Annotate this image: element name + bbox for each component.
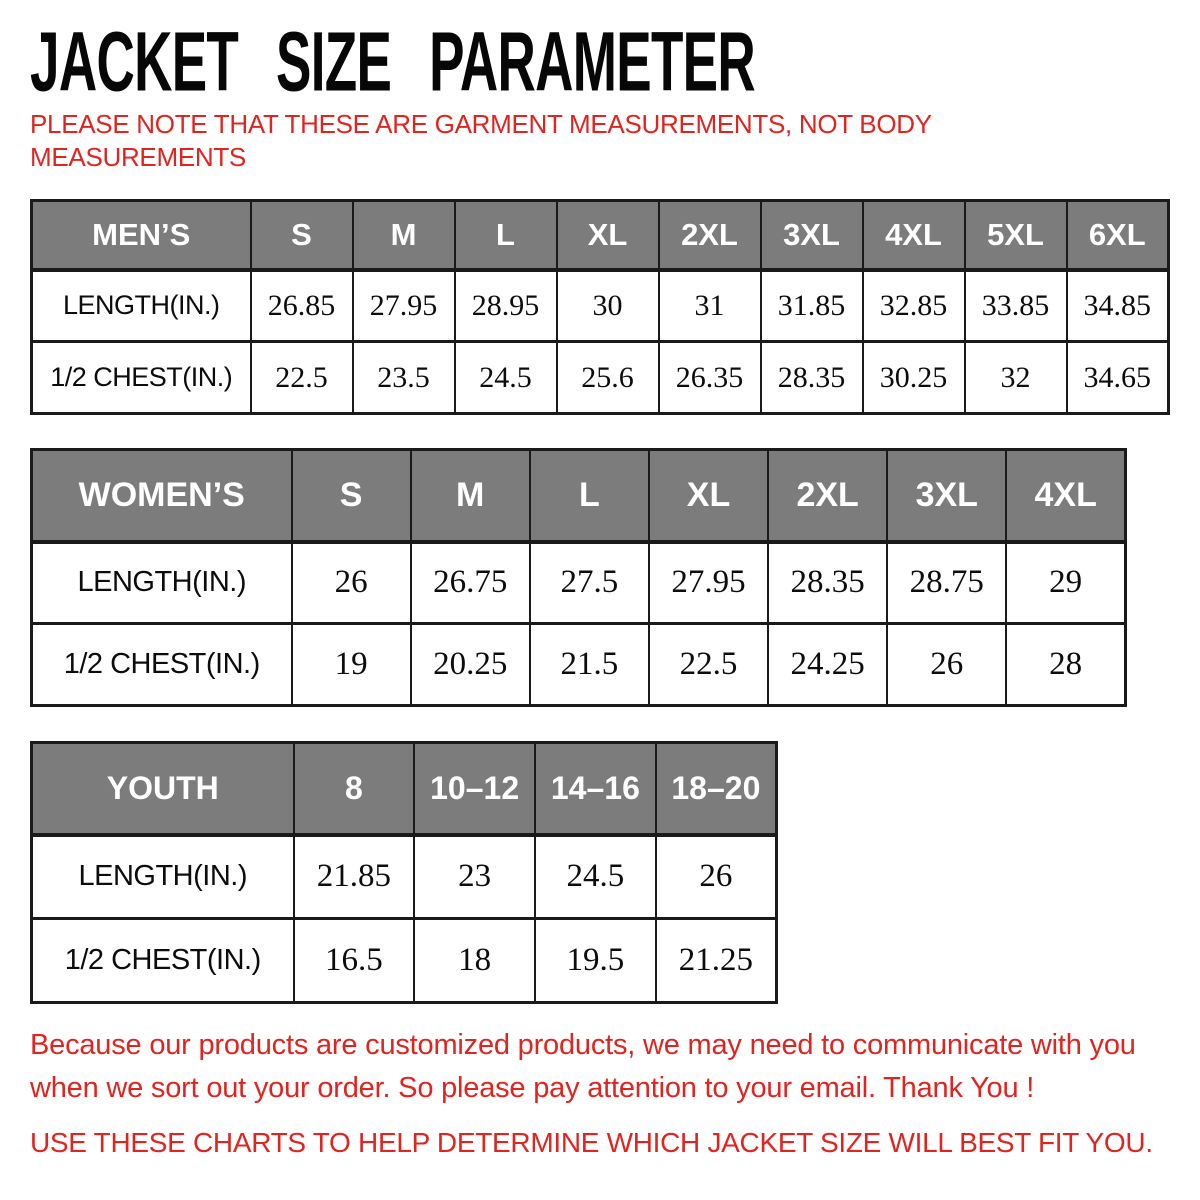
footer-paragraph: [30, 1024, 1180, 1110]
size-header-cell: 6XL: [1067, 201, 1169, 270]
note-line-1: PLEASE NOTE THAT THESE ARE GARMENT MEASUREMENTS, NOT BODY: [30, 109, 932, 139]
value-cell: 27.95: [353, 270, 455, 342]
value-cell: 28: [1006, 624, 1125, 706]
value-cell: 30.25: [863, 342, 965, 414]
value-cell: 28.95: [455, 270, 557, 342]
value-cell: 24.5: [455, 342, 557, 414]
size-header-cell: 3XL: [761, 201, 863, 270]
value-cell: 30: [557, 270, 659, 342]
footer-paragraph-line-2: when we sort out your order. So please pay attention to your email. Thank You !: [30, 1072, 1035, 1104]
header-row: [32, 743, 777, 835]
size-header-cell: 2XL: [768, 450, 887, 542]
value-cell: 20.25: [411, 624, 530, 706]
row-label-cell: LENGTH(IN.): [32, 835, 294, 919]
value-cell: 27.5: [530, 542, 649, 624]
value-cell: 32: [965, 342, 1067, 414]
table-row: [32, 542, 1126, 624]
value-cell: 16.5: [294, 919, 415, 1003]
value-cell: 33.85: [965, 270, 1067, 342]
size-header-cell: 2XL: [659, 201, 761, 270]
table-title-cell: YOUTH: [32, 743, 294, 835]
value-cell: 23.5: [353, 342, 455, 414]
table-row: [32, 342, 1169, 414]
value-cell: 31.85: [761, 270, 863, 342]
garment-measurement-note: [30, 108, 932, 174]
footer-paragraph-line-1: Because our products are customized products, we may need to communicate with you: [30, 1029, 1136, 1061]
table-row: [32, 835, 777, 919]
value-cell: 34.65: [1067, 342, 1169, 414]
footer-advice: USE THESE CHARTS TO HELP DETERMINE WHICH JACKET SIZE WILL BEST FIT YOU.: [30, 1127, 1153, 1158]
page-title-text: JACKET SIZE PARAMETER: [30, 13, 755, 109]
size-header-cell: 14–16: [535, 743, 656, 835]
value-cell: 26: [292, 542, 411, 624]
size-header-cell: 8: [294, 743, 415, 835]
value-cell: 23: [414, 835, 535, 919]
value-cell: 21.5: [530, 624, 649, 706]
value-cell: 26: [656, 835, 777, 919]
value-cell: 25.6: [557, 342, 659, 414]
value-cell: 26.85: [251, 270, 353, 342]
value-cell: 28.35: [761, 342, 863, 414]
row-label-cell: LENGTH(IN.): [32, 270, 251, 342]
value-cell: 27.95: [649, 542, 768, 624]
table-row: [32, 624, 1126, 706]
table-title-cell: MEN’S: [32, 201, 251, 270]
table-row: [32, 919, 777, 1003]
value-cell: 28.75: [887, 542, 1006, 624]
size-header-cell: M: [353, 201, 455, 270]
page-title: [30, 13, 1096, 109]
mens-size-table: [30, 199, 1170, 415]
size-header-cell: S: [251, 201, 353, 270]
value-cell: 24.25: [768, 624, 887, 706]
value-cell: 31: [659, 270, 761, 342]
size-header-cell: XL: [557, 201, 659, 270]
size-header-cell: S: [292, 450, 411, 542]
note-line-2: MEASUREMENTS: [30, 142, 246, 172]
size-header-cell: XL: [649, 450, 768, 542]
value-cell: 21.25: [656, 919, 777, 1003]
youth-size-table: [30, 741, 778, 1004]
size-header-cell: 3XL: [887, 450, 1006, 542]
size-header-cell: 18–20: [656, 743, 777, 835]
size-header-cell: 4XL: [863, 201, 965, 270]
header-row: [32, 201, 1169, 270]
size-header-cell: M: [411, 450, 530, 542]
value-cell: 26: [887, 624, 1006, 706]
value-cell: 19.5: [535, 919, 656, 1003]
row-label-cell: 1/2 CHEST(IN.): [32, 624, 292, 706]
value-cell: 22.5: [251, 342, 353, 414]
size-header-cell: 10–12: [414, 743, 535, 835]
row-label-cell: 1/2 CHEST(IN.): [32, 342, 251, 414]
value-cell: 29: [1006, 542, 1125, 624]
header-row: [32, 450, 1126, 542]
value-cell: 28.35: [768, 542, 887, 624]
value-cell: 34.85: [1067, 270, 1169, 342]
value-cell: 32.85: [863, 270, 965, 342]
size-header-cell: L: [455, 201, 557, 270]
womens-size-table: [30, 448, 1127, 707]
value-cell: 21.85: [294, 835, 415, 919]
table-title-cell: WOMEN’S: [32, 450, 292, 542]
row-label-cell: LENGTH(IN.): [32, 542, 292, 624]
size-header-cell: 5XL: [965, 201, 1067, 270]
size-header-cell: L: [530, 450, 649, 542]
size-header-cell: 4XL: [1006, 450, 1125, 542]
table-row: [32, 270, 1169, 342]
value-cell: 26.35: [659, 342, 761, 414]
value-cell: 26.75: [411, 542, 530, 624]
value-cell: 22.5: [649, 624, 768, 706]
value-cell: 18: [414, 919, 535, 1003]
row-label-cell: 1/2 CHEST(IN.): [32, 919, 294, 1003]
value-cell: 24.5: [535, 835, 656, 919]
value-cell: 19: [292, 624, 411, 706]
